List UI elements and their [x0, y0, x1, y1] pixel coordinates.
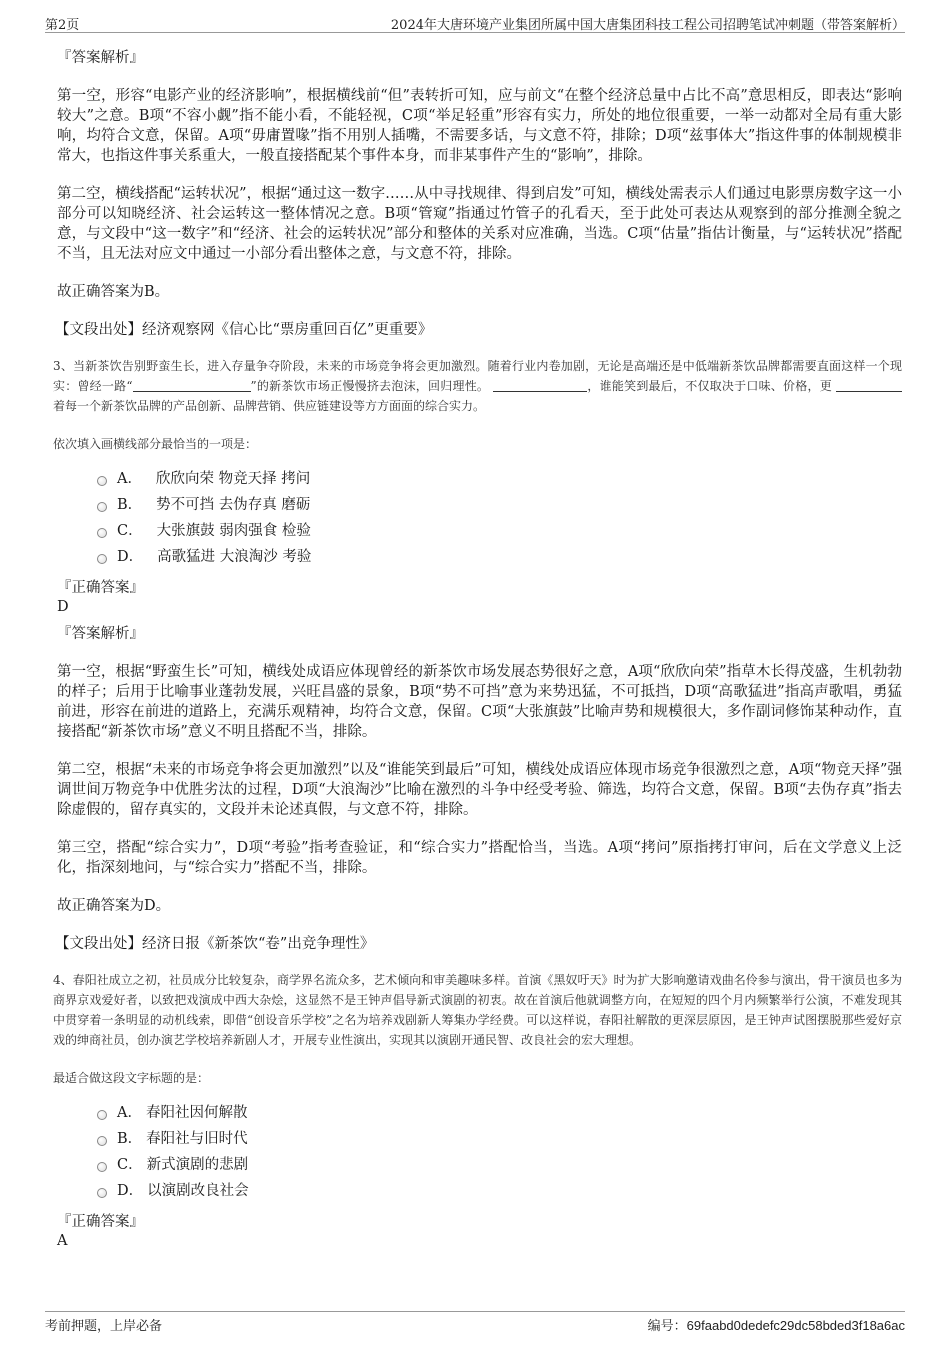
q3-option-c[interactable] [97, 518, 902, 544]
option-text: 以演剧改良社会 [147, 1183, 249, 1199]
q3-stem [53, 356, 902, 416]
q4-option-a[interactable] [97, 1100, 902, 1126]
option-key: A． [117, 471, 142, 487]
page-header [45, 10, 905, 33]
q3-stem-part-2: ”的新茶饮市场正慢慢挤去泡沫，回归理性。 [250, 379, 490, 393]
q3-source: 【文段出处】经济日报《新茶饮“卷”出竞争理性》 [55, 936, 375, 952]
option-key: B． [117, 497, 143, 513]
option-key: B． [117, 1131, 143, 1147]
q3-option-b[interactable] [97, 492, 902, 518]
q3-analysis-paragraph-1: 第一空，根据“野蛮生长”可知，横线处成语应体现曾经的新茶饮市场发展态势很好之意，A项“欣欣向荣”指草木长得茂盛，生机勃勃的样子；后用于比喻事业蓬勃发展，兴旺昌盛的景象，B项“势不可挡”意为来势迅猛，不可抵挡，D项“高歌猛进”指高声歌唱，勇猛前进，形容在前进的道路上，充满乐观精神，均符合文意，保留。C项“大张旗鼓”比喻声势和规模很大，多作副词修饰某种动作，直接搭配“新茶饮市场”意义不明且搭配不当，排除。 [57, 664, 902, 740]
page-footer [45, 1311, 905, 1342]
footer-slogan: 考前押题，上岸必备 [45, 1319, 163, 1334]
radio-icon[interactable] [97, 1188, 107, 1198]
option-text: 欣欣向荣 物竞天择 拷问 [155, 471, 311, 487]
option-key: D． [117, 1183, 144, 1199]
q4-option-c[interactable] [97, 1152, 902, 1178]
q4-prompt: 最适合做这段文字标题的是： [53, 1071, 210, 1085]
q4-option-d[interactable] [97, 1178, 902, 1204]
q3-analysis-paragraph-2: 第二空，根据“未来的市场竞争将会更加激烈”以及“谁能笑到最后”可知，横线处成语应体现市场竞争很激烈之意，A项“物竞天择”强调世间万物竞争中优胜劣汰的过程，D项“大浪淘沙”比喻在激烈的斗争中经受考验、筛选，均符合文意，保留。B项“去伪存真”指去除虚假的，留存真实的，文段并未论述真假，与文意不符，排除。 [57, 762, 902, 818]
q3-blank-1 [133, 377, 251, 392]
page-number: 第2页 [45, 18, 80, 33]
footer-code: 69faabd0dedefc29dc58bded3f18a6ac [686, 1318, 905, 1333]
option-key: C． [117, 523, 143, 539]
footer-code-label: 编号： [647, 1319, 687, 1334]
q3-answer: D [57, 599, 69, 615]
page-content [55, 40, 902, 1250]
footer-code-wrap [648, 1315, 905, 1334]
q2-analysis-label: 『答案解析』 [57, 50, 144, 66]
option-text: 高歌猛进 大浪淘沙 考验 [157, 549, 312, 565]
q4-answer-label: 『正确答案』 [57, 1214, 144, 1230]
option-key: A． [117, 1105, 142, 1121]
q4-options [97, 1100, 902, 1204]
q3-stem-part-3: ，谁能笑到最后，不仅取决于口味、价格，更 [587, 379, 832, 393]
q3-prompt: 依次填入画横线部分最恰当的一项是： [53, 437, 258, 451]
q3-option-d[interactable] [97, 544, 902, 570]
radio-icon[interactable] [97, 502, 107, 512]
document-title: 2024年大唐环境产业集团所属中国大唐集团科技工程公司招聘笔试冲刺题（带答案解析） [390, 18, 905, 33]
q3-options [97, 466, 902, 570]
q2-analysis-paragraph-1: 第一空，形容“电影产业的经济影响”，根据横线前“但”表转折可知，应与前文“在整个经济总量中占比不高”意思相反，即表达“影响较大”之意。B项“不容小觑”指不能小看，不能轻视，C项“举足轻重”形容有实力，所处的地位很重要，一举一动都对全局有重大影响，均符合文意，保留。A项“毋庸置喙”指不用别人插嘴，不需要多话，与文意不符，排除；D项“兹事体大”指这件事的体制规模非常大，也指这件事关系重大，一般直接搭配某个事件本身，而非某事件产生的“影响”，排除。 [57, 88, 902, 164]
radio-icon[interactable] [97, 476, 107, 486]
q3-answer-label: 『正确答案』 [57, 580, 144, 596]
q4-answer: A [57, 1233, 68, 1249]
option-text: 大张旗鼓 弱肉强食 检验 [156, 523, 311, 539]
radio-icon[interactable] [97, 554, 107, 564]
q2-source: 【文段出处】经济观察网《信心比“票房重回百亿”更重要》 [55, 322, 433, 338]
option-text: 势不可挡 去伪存真 磨砺 [156, 497, 311, 513]
radio-icon[interactable] [97, 1136, 107, 1146]
radio-icon[interactable] [97, 1162, 107, 1172]
q3-analysis-paragraph-3: 第三空，搭配“综合实力”，D项“考验”指考查验证，和“综合实力”搭配恰当，当选。A项“拷问”原指拷打审问，后在文学意义上泛化，指深刻地问，与“综合实力”搭配不当，排除。 [57, 840, 902, 876]
q3-stem-part-4: 着每一个新茶饮品牌的产品创新、品牌营销、供应链建设等方方面面的综合实力。 [53, 399, 486, 413]
radio-icon[interactable] [97, 1110, 107, 1120]
q3-blank-2 [493, 377, 587, 392]
q3-conclusion: 故正确答案为D。 [57, 898, 171, 914]
q3-blank-3 [836, 377, 902, 392]
option-key: D． [117, 549, 144, 565]
q2-analysis-paragraph-2: 第二空，横线搭配“运转状况”，根据“通过这一数字……从中寻找规律、得到启发”可知，横线处需表示人们通过电影票房数字这一小部分可以知晓经济、社会运转这一整体情况之意。B项“管窥”指通过竹管子的孔看天，至于此处可表达从观察到的部分推测全貌之意，与文段中“这一数字”和“经济、社会的运转状况”部分和整体的关系对应准确，当选。C项“估量”指估计衡量，与“运转状况”搭配不当，且无法对应文中通过一小部分看出整体之意，与文意不符，排除。 [57, 186, 902, 262]
option-text: 新式演剧的悲剧 [146, 1157, 249, 1173]
option-text: 春阳社因何解散 [145, 1105, 248, 1121]
option-key: C． [117, 1157, 143, 1173]
option-text: 春阳社与旧时代 [146, 1131, 248, 1147]
q3-option-a[interactable] [97, 466, 902, 492]
q4-stem: 4、春阳社成立之初，社员成分比较复杂，商学界名流众多，艺术倾向和审美趣味多样。首演《黑奴吁天》时为扩大影响邀请戏曲名伶参与演出，骨干演员也多为商界京戏爱好者，以致把戏演成中西大杂烩，这显然不是王钟声倡导新式演剧的初衷。故在首演后他就调整方向，在短短的四个月内频繁举行公演，不难发现其中贯穿着一条明显的动机线索，即借“创设音乐学校”之名为培养戏剧新人筹集办学经费。可以这样说，春阳社解散的更深层原因，是王钟声试图摆脱那些爱好京戏的绅商社员，创办演艺学校培养新剧人才，开展专业性演出，实现其以演剧开通民智、改良社会的宏大理想。 [53, 973, 902, 1047]
q4-option-b[interactable] [97, 1126, 902, 1152]
q3-stem-part-1: 3、当新茶饮告别野蛮生长，进入存量争夺阶段，未来的市场竞争将会更加激烈。随着行业内卷加剧，无论是高端还是中低端新茶饮品牌都需要直面这样一个现实：曾经一路“ [53, 359, 902, 393]
radio-icon[interactable] [97, 528, 107, 538]
q2-conclusion: 故正确答案为B。 [57, 284, 170, 300]
q3-analysis-label: 『答案解析』 [57, 626, 144, 642]
